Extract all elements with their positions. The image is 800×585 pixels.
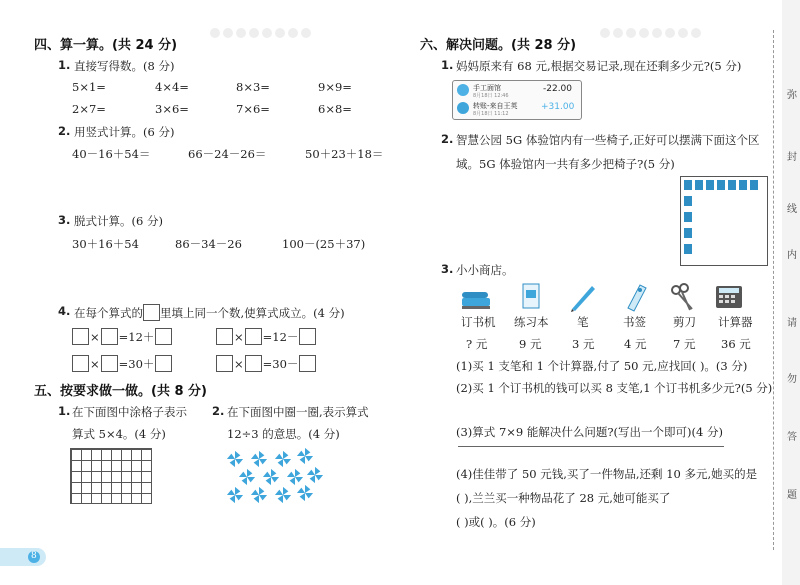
times-sign: × [90,356,100,371]
answer-box[interactable] [155,328,172,345]
record-2-name: 转账-来自王英 [473,102,518,110]
s5q1-line1: 在下面图中涂格子表示 [72,405,187,419]
answer-box[interactable] [101,355,118,372]
sub-question-4-line1: (4)佳佳带了 50 元钱,买了一件物品,还剩 10 多元,她买的是 [456,467,758,481]
q3-number: 3. [58,213,71,227]
page-number-tab [0,548,46,566]
item-price: ? 元 [466,337,488,351]
item-name: 订书机 [461,315,496,329]
equation-text: =30－ [262,356,299,371]
sub-question-4-line2: ( ),兰兰买一种物品花了 28 元,她可能买了 [456,491,671,505]
q2-text: 用竖式计算。(6 分) [74,125,175,139]
scissors-icon [666,282,700,312]
pinwheel-icon [238,468,256,486]
answer-box[interactable] [155,355,172,372]
r-q1-number: 1. [441,58,454,72]
r-q3-number: 3. [441,262,454,276]
pinwheel-icon [274,486,292,504]
seal-notice-char: 题 [787,490,797,501]
chairs-illustration [682,178,766,262]
r-q2-line1: 智慧公园 5G 体验馆内有一些椅子,正好可以摆满下面这个区 [456,133,760,147]
equation-text: =12＋ [118,329,155,344]
sub-question-2: (2)买 1 个订书机的钱可以买 8 支笔,1 个订书机多少元?(5 分) [456,381,773,395]
calc-item: 5×1= [72,80,106,94]
q4-text [74,304,345,321]
equation-row [72,355,172,372]
transaction-record [452,80,582,120]
seal-line [773,30,774,550]
equation-text: =12－ [262,329,299,344]
q1-number: 1. [58,58,71,72]
record-2-amount: +31.00 [541,102,575,112]
times-sign: × [90,329,100,344]
s5q2-number: 2. [212,404,225,418]
answer-box[interactable] [72,328,89,345]
seal-notice-char: 请 [787,318,797,329]
section-6-title: 六、解决问题。(共 28 分) [420,38,577,53]
item-name: 剪刀 [673,315,696,329]
times-sign: × [234,329,244,344]
answer-box[interactable] [245,328,262,345]
calc-item: 6×8= [318,102,352,116]
exercise-book-icon [514,282,548,312]
answer-box[interactable] [101,328,118,345]
seal-notice-char: 答 [787,432,797,443]
s5q1-line2: 算式 5×4。(4 分) [72,427,166,441]
sub-question-1: (1)买 1 支笔和 1 个计算器,付了 50 元,应找回( )。(3 分) [456,359,748,373]
equation-row [72,328,172,345]
pinwheel-icon [250,486,268,504]
step-calc-item: 30＋16＋54 [72,237,139,251]
seal-notice-char: 线 [787,204,797,215]
item-name: 笔 [577,315,589,329]
seal-notice-char: 弥 [787,90,797,101]
pinwheel-icon [262,468,280,486]
item-price: 36 元 [721,337,751,351]
item-price: 4 元 [624,337,647,351]
q4-text-b: 里填上同一个数,使算式成立。(4 分) [160,305,345,320]
pinwheel-icon [296,447,314,465]
equation-row [216,355,316,372]
equation-row [216,328,316,345]
answer-box[interactable] [216,328,233,345]
record-1-time: 8月18日 12:46 [473,93,509,99]
vertical-calc-item: 50＋23＋18＝ [305,147,384,161]
item-price: 7 元 [673,337,696,351]
r-q2-line2: 域。5G 体验馆内一共有多少把椅子?(5 分) [456,157,675,171]
step-calc-item: 86－34－26 [175,237,242,251]
s5q2-line1: 在下面图中圈一圈,表示算式 [227,405,369,419]
pinwheel-icon [306,466,324,484]
item-name: 书签 [623,315,646,329]
sub-question-3: (3)算式 7×9 能解决什么问题?(写出一个即可)(4 分) [456,425,723,439]
calculator-icon [712,282,746,312]
pinwheel-icon [250,450,268,468]
record-1-name: 手工面馆 [473,84,501,92]
pinwheel-icon [274,450,292,468]
q4-text-a: 在每个算式的 [74,305,143,320]
item-price: 9 元 [519,337,542,351]
coloring-grid[interactable] [70,448,152,504]
step-calc-item: 100－(25＋37) [282,237,366,251]
calc-item: 8×3= [236,80,270,94]
seal-notice-char: 内 [787,250,797,261]
answer-box[interactable] [216,355,233,372]
transfer-icon [457,102,469,114]
seal-notice-char: 勿 [787,374,797,385]
pinwheel-icon [226,486,244,504]
item-name: 计算器 [718,315,753,329]
calc-item: 9×9= [318,80,352,94]
q2-number: 2. [58,124,71,138]
stapler-icon [459,284,493,314]
answer-line [458,446,724,447]
s5q2-line2: 12÷3 的意思。(4 分) [227,427,340,441]
r-q2-number: 2. [441,132,454,146]
record-1-amount: -22.00 [543,84,573,94]
r-q3-text: 小小商店。 [456,263,514,277]
pinwheel-icon [296,484,314,502]
noodle-shop-icon [457,84,469,96]
r-q1-text: 妈妈原来有 68 元,根据交易记录,现在还剩多少元?(5 分) [456,59,742,73]
q1-text: 直接写得数。(8 分) [74,59,175,73]
pen-icon [566,282,600,312]
page-number: 8 [31,551,37,561]
sub-question-4-line3: ( )或( )。(6 分) [456,515,536,529]
calc-item: 2×7= [72,102,106,116]
item-name: 练习本 [514,315,549,329]
q3-text: 脱式计算。(6 分) [74,214,163,228]
vertical-calc-item: 66－24－26＝ [188,147,267,161]
vertical-calc-item: 40－16＋54＝ [72,147,151,161]
times-sign: × [234,356,244,371]
q4-number: 4. [58,304,71,318]
calc-item: 7×6= [236,102,270,116]
header-decoration [210,28,311,42]
answer-box[interactable] [72,355,89,372]
section-4-title: 四、算一算。(共 24 分) [34,38,178,53]
header-decoration-right [600,28,701,42]
s5q1-number: 1. [58,404,71,418]
record-2-time: 8月18日 11:12 [473,111,509,117]
blank-box-icon [143,304,160,321]
section-5-title: 五、按要求做一做。(共 8 分) [34,384,207,399]
item-price: 3 元 [572,337,595,351]
bookmark-icon [618,282,652,312]
equation-text: =30＋ [118,356,155,371]
pinwheel-icon [226,450,244,468]
calc-item: 3×6= [155,102,189,116]
answer-box[interactable] [299,328,316,345]
answer-box[interactable] [299,355,316,372]
answer-box[interactable] [245,355,262,372]
seal-notice-char: 封 [787,152,797,163]
calc-item: 4×4= [155,80,189,94]
